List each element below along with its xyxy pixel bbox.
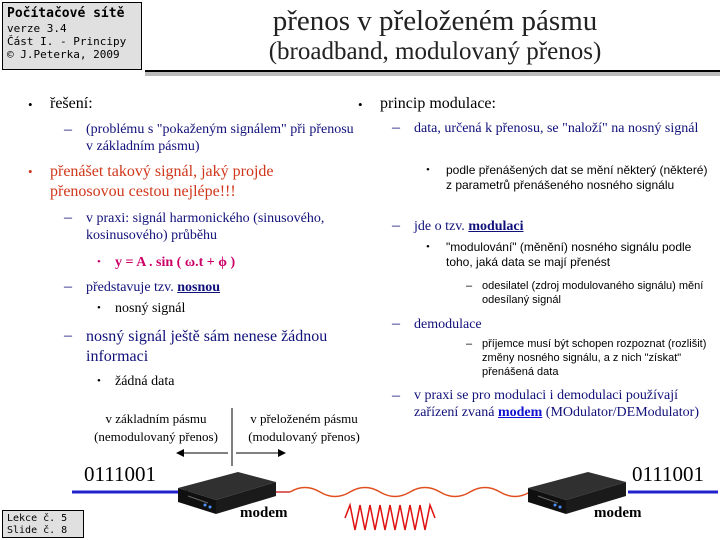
podle-text: podle přenášených dat se mění některý (některé) z parametrů přenášeného nosného signálu <box>446 163 708 192</box>
right-arrowhead <box>278 449 286 457</box>
modem-label-left: modem <box>240 505 288 521</box>
slide-footer-box <box>2 510 84 538</box>
course-title: Počítačové sítě <box>7 6 125 21</box>
bullet-dash: – <box>64 209 72 226</box>
bullet-dash: – <box>466 338 473 350</box>
broad-band-label: v přeloženém pásmu <box>250 411 358 426</box>
bullet-dot: • <box>426 164 430 176</box>
bullet-dot: • <box>97 375 101 387</box>
problem-text: (problému s "pokaženým signálem" při přenosu v základním pásmu) <box>86 122 354 154</box>
slide-title: přenos v přeloženém pásmu <box>272 5 598 37</box>
nosny-signal-text: nosný signál <box>115 301 186 316</box>
course-info-box <box>2 2 142 70</box>
lecture-number: Lekce č. 5 <box>7 513 68 524</box>
vpraxi-modem-pre: v praxi se pro modulaci i demodulaci používají zařízení zvaná <box>414 388 678 420</box>
binary-left: 0111001 <box>84 462 156 486</box>
course-version: verze 3.4 <box>7 22 67 35</box>
modem-keyword: modem <box>497 405 543 420</box>
bullet-dash: – <box>64 327 72 344</box>
odesilatel-text: odesilatel (zdroj modulovaného signálu) mění odesílaný signál <box>482 280 704 306</box>
formula-text: y = A . sin ( ω.t + ϕ ) <box>115 255 236 270</box>
nosnou-keyword: nosnou <box>177 280 221 295</box>
bullet-dot: • <box>97 256 101 268</box>
bullet-dot: • <box>28 164 33 179</box>
predstavuje-pre: představuje tzv. <box>86 280 174 295</box>
broad-band-sublabel: (modulovaný přenos) <box>248 429 360 444</box>
data-nalozi-text: data, určená k přenosu, se "naloží" na nosný signál <box>414 121 699 136</box>
left-arrowhead <box>176 449 184 457</box>
bullet-dash: – <box>392 217 400 234</box>
modem-label-right: modem <box>594 505 642 521</box>
base-band-label: v základním pásmu <box>105 411 207 426</box>
vpraxi-text: v praxi: signál harmonického (sinusového, kosinusového) průběhu <box>86 211 325 243</box>
modulovani-text: "modulování" (měnění) nosného signálu podle toho, jaká data se mají přenést <box>446 240 692 269</box>
bullet-dot: • <box>28 97 33 112</box>
bullet-dash: – <box>466 280 473 292</box>
slide-number: Slide č. 8 <box>7 525 68 536</box>
prijemce-text: příjemce musí být schopen rozpoznat (rozlišit) změny nosného signálu, a z nich "získat" přenášená data <box>482 338 707 378</box>
bullet-dash: – <box>392 119 400 136</box>
zadna-data-text: žádná data <box>115 374 175 389</box>
slide-subtitle: (broadband, modulovaný přenos) <box>268 38 602 65</box>
modulaci-keyword: modulaci <box>468 219 524 234</box>
carrier-wave <box>290 488 530 497</box>
reseni-text: řešení: <box>50 95 93 112</box>
modulated-wave <box>345 505 435 530</box>
bullet-dash: – <box>64 121 72 138</box>
binary-right: 0111001 <box>632 462 704 486</box>
bullet-dot: • <box>426 241 430 253</box>
header-divider-shadow <box>145 72 720 76</box>
jde-text <box>414 218 704 235</box>
jde-pre: jde o tzv. <box>414 219 465 234</box>
princip-text: princip modulace: <box>380 95 496 112</box>
base-band-sublabel: (nemodulovaný přenos) <box>94 429 218 444</box>
nenese-text: nosný signál ještě sám nenese žádnou informaci <box>86 328 328 365</box>
vpraxi-modem-post: (MOdulator/DEModulator) <box>545 405 699 420</box>
course-part: Část I. - Principy <box>7 35 127 48</box>
bullet-dot: • <box>358 97 363 112</box>
bullet-dash: – <box>392 387 400 404</box>
course-author: © J.Peterka, 2009 <box>7 48 120 61</box>
bullet-dot: • <box>97 302 101 314</box>
bullet-dash: – <box>64 278 72 295</box>
demodulace-text: demodulace <box>414 317 482 332</box>
bullet-dash: – <box>392 315 400 332</box>
predstavuje-text <box>86 279 356 296</box>
prenaset-text: přenášet takový signál, jaký projde přenosovou cestou nejlépe!!! <box>50 163 274 200</box>
